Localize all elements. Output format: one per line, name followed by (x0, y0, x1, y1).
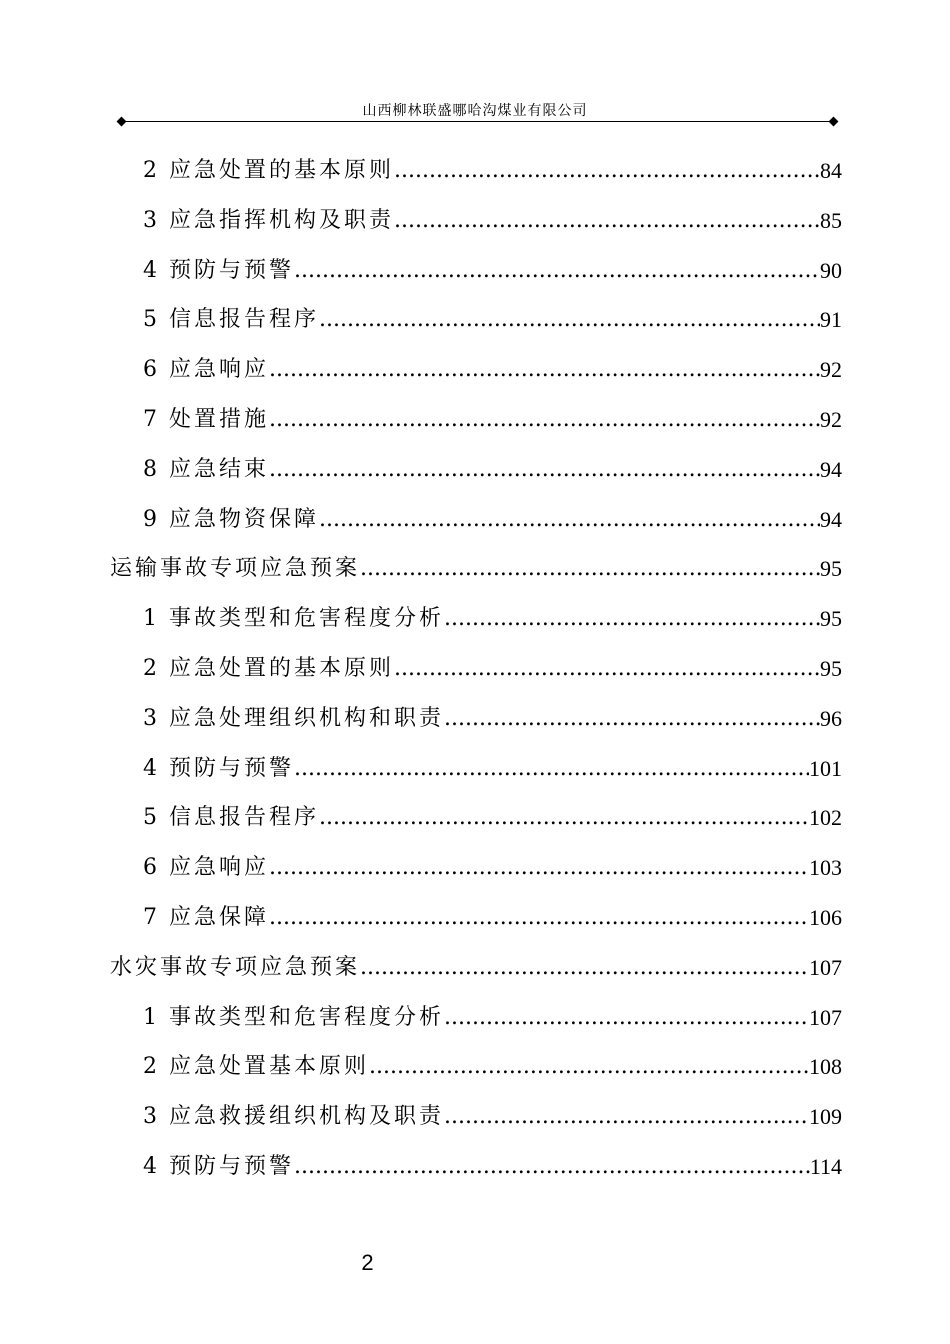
toc-dot-leader (269, 454, 820, 486)
toc-entry[interactable] (143, 902, 842, 934)
toc-dot-leader (294, 1151, 810, 1183)
toc-entry[interactable] (143, 255, 842, 287)
toc-entry[interactable] (143, 1101, 842, 1133)
toc-entry[interactable] (143, 155, 842, 187)
toc-entry-number: 3 (143, 1104, 157, 1130)
toc-dot-leader (444, 703, 820, 735)
toc-dot-leader (269, 852, 809, 884)
toc-entry-title: 应急处置的基本原则 (169, 656, 395, 681)
toc-entry[interactable] (143, 205, 842, 237)
toc-dot-leader (444, 1002, 809, 1034)
toc-entry-number: 2 (143, 158, 157, 183)
toc-entry-title: 应急结束 (169, 456, 270, 482)
toc-entry-number: 6 (143, 357, 157, 383)
toc-entry-page: 91 (820, 307, 842, 333)
toc-dot-leader (394, 155, 820, 187)
toc-entry-number: 8 (143, 456, 157, 482)
toc-entry-number: 5 (143, 805, 157, 831)
toc-entry[interactable] (143, 1002, 842, 1034)
toc-entry-number: 4 (143, 257, 157, 283)
toc-entry-page: 84 (820, 158, 842, 183)
toc-entry-number: 9 (143, 506, 157, 532)
page-number: 2 (361, 1250, 374, 1275)
toc-entry-number: 7 (143, 905, 157, 930)
toc-dot-leader (319, 504, 820, 536)
toc-entry[interactable] (143, 703, 842, 735)
toc-entry-title: 应急处置的基本原则 (169, 158, 395, 183)
toc-entry-page: 94 (820, 456, 842, 482)
toc-dot-leader (294, 753, 809, 785)
toc-dot-leader (319, 802, 809, 834)
toc-dot-leader (360, 952, 809, 984)
toc-entry-title: 应急救援组织机构及职责 (169, 1104, 445, 1130)
toc-entry[interactable] (143, 753, 842, 785)
toc-dot-leader (360, 553, 820, 585)
toc-dot-leader (269, 404, 820, 436)
toc-entry[interactable] (143, 1051, 842, 1083)
toc-dot-leader (269, 902, 809, 934)
toc-dot-leader (394, 205, 820, 237)
toc-entry[interactable] (143, 304, 842, 336)
toc-entry-page: 90 (820, 257, 842, 283)
toc-entry-page: 94 (820, 506, 842, 532)
toc-entry-title: 水灾事故专项应急预案 (110, 954, 361, 980)
toc-entry[interactable] (143, 802, 842, 834)
toc-dot-leader (444, 1101, 809, 1133)
header-company-name: 山西柳林联盛哪哈沟煤业有限公司 (362, 103, 588, 119)
toc-entry-page: 92 (820, 407, 842, 432)
toc-entry-number: 4 (143, 755, 157, 781)
toc-entry-page: 107 (809, 954, 842, 980)
toc-dot-leader (394, 653, 820, 685)
toc-entry-number: 7 (143, 407, 157, 432)
toc-entry-number: 6 (143, 855, 157, 881)
toc-entry-page: 96 (820, 705, 842, 731)
toc-dot-leader (294, 255, 820, 287)
toc-entry[interactable] (143, 1151, 842, 1183)
toc-entry-page: 107 (809, 1004, 842, 1030)
toc-entry-number: 3 (143, 705, 157, 731)
toc-entry-number: 1 (143, 606, 157, 632)
toc-entry[interactable] (143, 504, 842, 536)
toc-entry-page: 95 (820, 556, 842, 582)
toc-entry-page: 101 (809, 755, 842, 781)
toc-entry-page: 95 (820, 606, 842, 632)
toc-entry[interactable] (143, 603, 842, 635)
toc-entry-number: 2 (143, 656, 157, 681)
toc-entry[interactable] (110, 952, 842, 984)
toc-entry-page: 108 (809, 1054, 842, 1080)
toc-entry-title: 信息报告程序 (169, 805, 320, 831)
toc-dot-leader (269, 354, 820, 386)
toc-entry[interactable] (143, 404, 842, 436)
toc-entry-title: 预防与预警 (169, 257, 295, 283)
toc-entry-title: 应急响应 (169, 357, 270, 383)
toc-dot-leader (444, 603, 820, 635)
toc-entry-title: 应急物资保障 (169, 506, 320, 532)
toc-entry[interactable] (143, 852, 842, 884)
toc-entry-page: 114 (809, 1154, 842, 1179)
toc-entry-title: 事故类型和危害程度分析 (169, 606, 445, 632)
toc-entry-page: 95 (820, 656, 842, 681)
toc-dot-leader (369, 1051, 809, 1083)
toc-entry-title: 事故类型和危害程度分析 (169, 1004, 445, 1030)
toc-entry[interactable] (143, 653, 842, 685)
toc-entry-page: 106 (809, 905, 842, 930)
toc-entry-number: 2 (143, 1054, 157, 1080)
toc-entry-title: 应急指挥机构及职责 (169, 207, 395, 233)
toc-entry[interactable] (143, 454, 842, 486)
toc-entry-title: 应急响应 (169, 855, 270, 881)
toc-entry-page: 92 (820, 357, 842, 383)
toc-entry-number: 3 (143, 207, 157, 233)
toc-entry-title: 信息报告程序 (169, 307, 320, 333)
toc-entry[interactable] (143, 354, 842, 386)
toc-entry-number: 5 (143, 307, 157, 333)
toc-entry-title: 应急处置基本原则 (169, 1054, 370, 1080)
toc-entry-page: 103 (809, 855, 842, 881)
toc-entry-page: 85 (820, 207, 842, 233)
toc-entry-number: 1 (143, 1004, 157, 1030)
toc-entry-title: 预防与预警 (169, 755, 295, 781)
toc-entry-title: 应急处理组织机构和职责 (169, 705, 445, 731)
toc-entry-page: 102 (809, 805, 842, 831)
toc-entry-title: 应急保障 (169, 905, 270, 930)
header-rule (122, 121, 834, 122)
toc-entry-title: 处置措施 (169, 407, 270, 432)
toc-entry-title: 运输事故专项应急预案 (110, 556, 361, 582)
toc-entry-title: 预防与预警 (169, 1154, 295, 1179)
toc-dot-leader (319, 304, 820, 336)
toc-entry-number: 4 (143, 1154, 157, 1179)
toc-entry-page: 109 (809, 1104, 842, 1130)
toc-entry[interactable] (110, 553, 842, 585)
